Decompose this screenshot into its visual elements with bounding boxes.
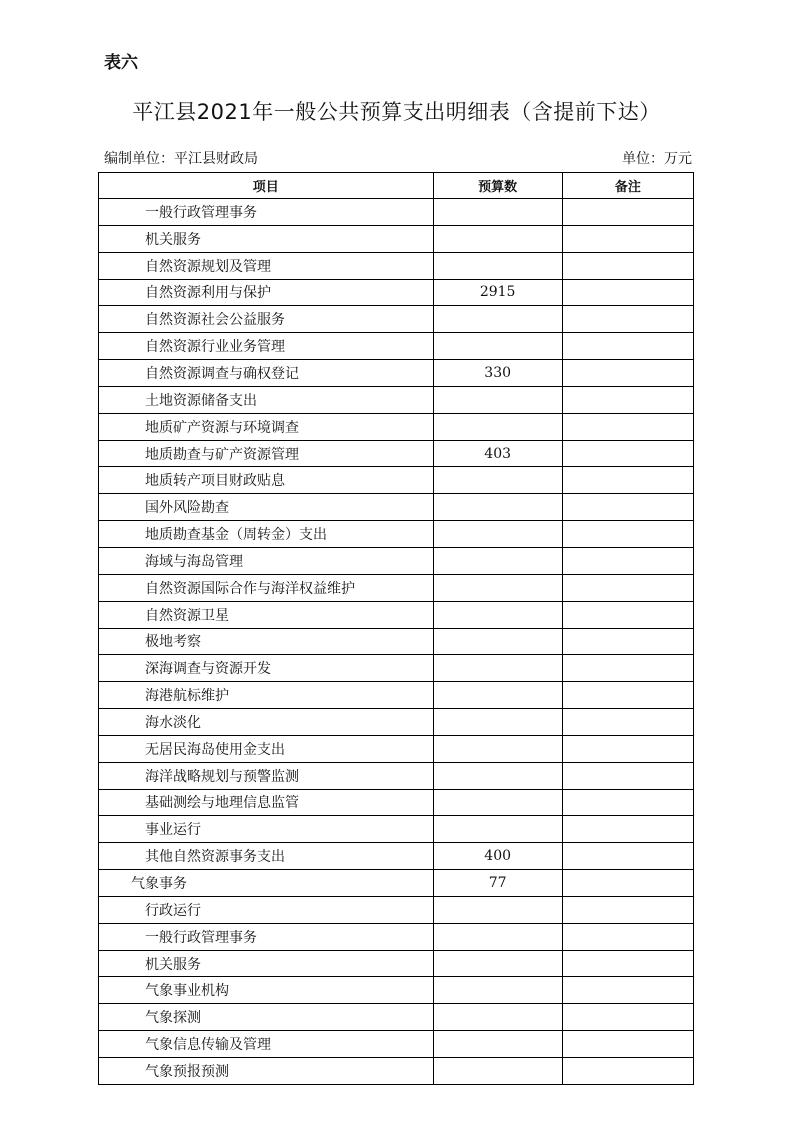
table-row [99,950,694,977]
item-cell: 深海调查与资源开发 [99,655,434,682]
note-cell [562,1058,693,1085]
item-cell: 自然资源利用与保护 [99,279,434,306]
table-row [99,333,694,360]
note-cell [562,574,693,601]
amount-cell: 400 [433,843,562,870]
note-cell [562,655,693,682]
compiling-unit: 编制单位：平江县财政局 [104,151,258,167]
note-cell [562,547,693,574]
note-cell [562,628,693,655]
note-cell [562,413,693,440]
table-row [99,870,694,897]
item-cell: 地质矿产资源与环境调查 [99,413,434,440]
item-cell: 海港航标维护 [99,682,434,709]
amount-cell [433,816,562,843]
item-cell: 国外风险勘查 [99,494,434,521]
item-cell: 地质转产项目财政贴息 [99,467,434,494]
item-cell: 自然资源调查与确权登记 [99,360,434,387]
note-cell [562,333,693,360]
table-row [99,1058,694,1085]
table-row [99,843,694,870]
note-cell [562,870,693,897]
amount-cell [433,655,562,682]
note-cell [562,360,693,387]
note-cell [562,225,693,252]
note-cell [562,709,693,736]
item-cell: 自然资源卫星 [99,601,434,628]
item-cell: 气象事业机构 [99,977,434,1004]
item-cell: 气象事务 [99,870,434,897]
amount-cell [433,896,562,923]
item-cell: 地质勘查基金（周转金）支出 [99,521,434,548]
table-row [99,252,694,279]
table-row [99,977,694,1004]
amount-cell [433,306,562,333]
amount-cell [433,682,562,709]
table-row [99,896,694,923]
item-cell: 气象预报预测 [99,1058,434,1085]
budget-table [98,172,694,1085]
note-cell [562,386,693,413]
table-row [99,762,694,789]
amount-cell: 77 [433,870,562,897]
amount-cell [433,333,562,360]
amount-cell [433,762,562,789]
amount-cell [433,199,562,226]
amount-cell [433,601,562,628]
item-cell: 无居民海岛使用金支出 [99,735,434,762]
note-cell [562,950,693,977]
item-cell: 地质勘查与矿产资源管理 [99,440,434,467]
item-cell: 土地资源储备支出 [99,386,434,413]
amount-cell [433,950,562,977]
amount-cell [433,252,562,279]
amount-cell [433,413,562,440]
table-row [99,306,694,333]
amount-cell: 330 [433,360,562,387]
note-cell [562,682,693,709]
amount-cell [433,789,562,816]
table-row [99,547,694,574]
table-row [99,709,694,736]
header-row [99,173,694,199]
note-cell [562,601,693,628]
table-row [99,521,694,548]
table-row [99,923,694,950]
table-row [99,494,694,521]
table-row [99,601,694,628]
table-row [99,279,694,306]
currency-unit: 单位：万元 [622,151,692,167]
item-cell: 一般行政管理事务 [99,199,434,226]
note-cell [562,762,693,789]
note-cell [562,816,693,843]
table-row [99,413,694,440]
amount-cell [433,1058,562,1085]
amount-cell [433,735,562,762]
table-row [99,816,694,843]
item-cell: 气象探测 [99,1004,434,1031]
note-cell [562,252,693,279]
note-cell [562,1031,693,1058]
amount-cell [433,923,562,950]
note-cell [562,494,693,521]
note-cell [562,923,693,950]
item-cell: 其他自然资源事务支出 [99,843,434,870]
note-cell [562,521,693,548]
table-row [99,199,694,226]
amount-cell [433,386,562,413]
column-header-note: 备注 [562,173,693,199]
item-cell: 行政运行 [99,896,434,923]
amount-cell [433,225,562,252]
item-cell: 自然资源规划及管理 [99,252,434,279]
table-header [99,173,694,199]
item-cell: 海洋战略规划与预警监测 [99,762,434,789]
note-cell [562,306,693,333]
item-cell: 自然资源国际合作与海洋权益维护 [99,574,434,601]
item-cell: 海水淡化 [99,709,434,736]
table-row [99,1004,694,1031]
table-row [99,467,694,494]
item-cell: 极地考察 [99,628,434,655]
column-header-item: 项目 [99,173,434,199]
amount-cell [433,494,562,521]
amount-cell: 2915 [433,279,562,306]
item-cell: 气象信息传输及管理 [99,1031,434,1058]
amount-cell [433,574,562,601]
table-row [99,682,694,709]
note-cell [562,896,693,923]
page-title: 平江县2021年一般公共预算支出明细表（含提前下达） [132,100,661,124]
table-row [99,440,694,467]
note-cell [562,789,693,816]
table-row [99,628,694,655]
note-cell [562,1004,693,1031]
item-cell: 机关服务 [99,950,434,977]
note-cell [562,467,693,494]
table-row [99,735,694,762]
item-cell: 自然资源行业业务管理 [99,333,434,360]
amount-cell: 403 [433,440,562,467]
table-row [99,655,694,682]
table-row [99,360,694,387]
amount-cell [433,1004,562,1031]
amount-cell [433,547,562,574]
table-body [99,199,694,1085]
note-cell [562,279,693,306]
note-cell [562,977,693,1004]
item-cell: 事业运行 [99,816,434,843]
item-cell: 一般行政管理事务 [99,923,434,950]
note-cell [562,440,693,467]
note-cell [562,199,693,226]
item-cell: 自然资源社会公益服务 [99,306,434,333]
table-row [99,386,694,413]
amount-cell [433,1031,562,1058]
amount-cell [433,709,562,736]
table-row [99,574,694,601]
column-header-amount: 预算数 [433,173,562,199]
table-label: 表六 [104,53,138,73]
amount-cell [433,977,562,1004]
table-row [99,225,694,252]
item-cell: 基础测绘与地理信息监管 [99,789,434,816]
note-cell [562,735,693,762]
table-row [99,1031,694,1058]
amount-cell [433,521,562,548]
amount-cell [433,628,562,655]
item-cell: 机关服务 [99,225,434,252]
amount-cell [433,467,562,494]
note-cell [562,843,693,870]
item-cell: 海域与海岛管理 [99,547,434,574]
table-row [99,789,694,816]
